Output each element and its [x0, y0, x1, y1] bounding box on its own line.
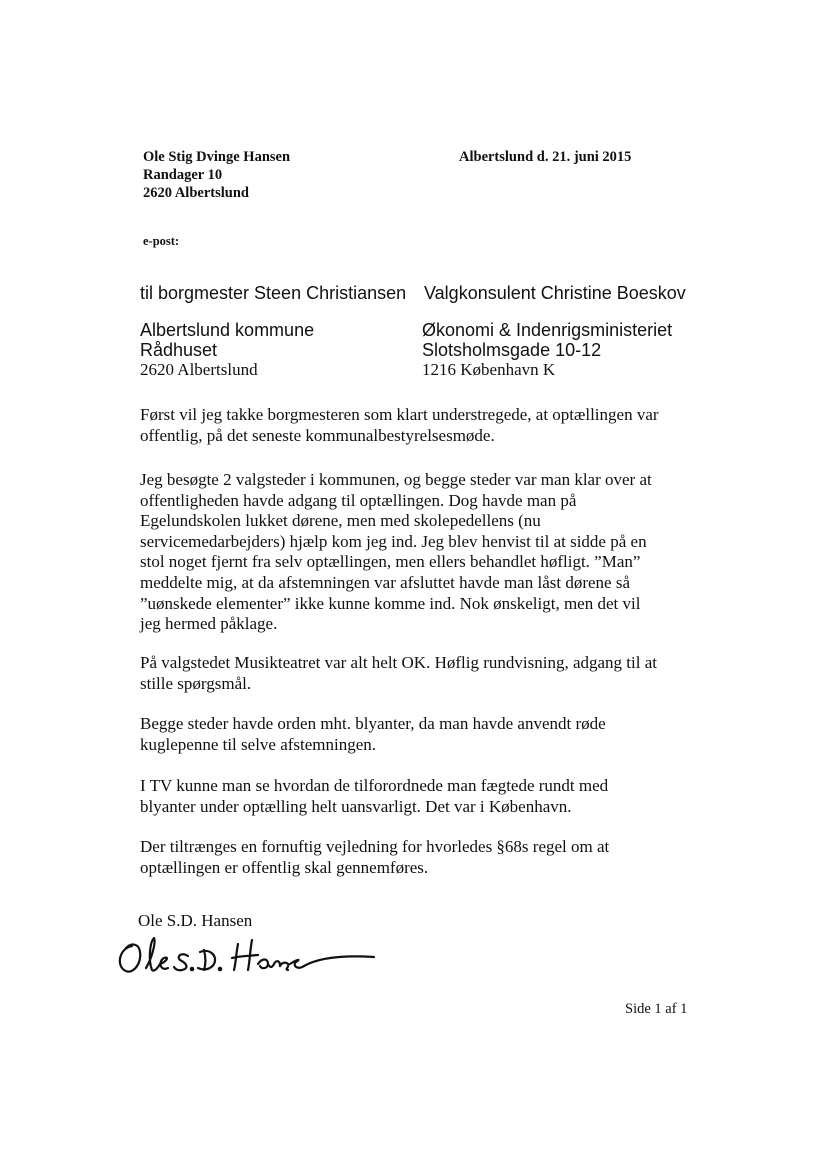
recipient1-line3: 2620 Albertslund	[140, 360, 258, 379]
recipient2-address	[422, 320, 672, 380]
handwritten-signature	[112, 928, 382, 980]
paragraph-line: Jeg besøgte 2 valgsteder i kommunen, og begge steder var man klar over at	[140, 470, 652, 489]
recipient1-line2: Rådhuset	[140, 340, 218, 360]
sender-address	[143, 148, 290, 202]
sender-city: 2620 Albertslund	[143, 185, 249, 201]
paragraph-line: offentligheden havde adgang til optællingen. Dog havde man på	[140, 490, 577, 510]
paragraph-line: stol noget fjernt fra selv optællingen, men ellers behandlet høfligt. ”Man”	[140, 552, 641, 572]
paragraph-line: I TV kunne man se hvordan de tilforordnede man fægtede rundt med	[140, 776, 609, 795]
paragraph-1	[140, 405, 700, 446]
paragraph-6	[140, 837, 700, 878]
paragraph-4	[140, 714, 700, 755]
paragraph-line: stille spørgsmål.	[140, 673, 252, 693]
paragraph-3	[140, 653, 700, 694]
recipient1-address	[140, 320, 314, 380]
paragraph-line: Der tiltrænges en fornuftig vejledning for hvorledes §68s regel om at	[140, 837, 610, 856]
paragraph-line: meddelte mig, at da afstemningen var afsluttet havde man låst dørene så	[140, 572, 630, 592]
recipient2-line3: 1216 København K	[422, 360, 556, 379]
paragraph-line: kuglepenne til selve afstemningen.	[140, 734, 377, 754]
paragraph-line: jeg hermed påklage.	[140, 614, 278, 634]
paragraph-line: Egelundskolen lukket dørene, men med skolepedellens (nu	[140, 511, 541, 531]
recipient2-line1: Økonomi & Indenrigsministeriet	[422, 320, 673, 340]
closing-name: Ole S.D. Hansen	[138, 911, 253, 930]
page-footer: Side 1 af 1	[625, 1001, 688, 1017]
paragraph-line: Begge steder havde orden mht. blyanter, da man havde anvendt røde	[140, 714, 606, 733]
recipient1-line1: Albertslund kommune	[140, 320, 315, 340]
paragraph-line: optællingen er offentlig skal gennemføres.	[140, 857, 429, 877]
signature-text: Ole S.D. Hansen	[112, 928, 119, 929]
email-label: e-post:	[143, 234, 180, 248]
recipient1-title: til borgmester Steen Christiansen	[140, 283, 407, 303]
paragraph-line: ”uønskede elementer” ikke kunne komme ind. Nok ønskeligt, men det vil	[140, 593, 641, 613]
paragraph-line: Først vil jeg takke borgmesteren som klart understregede, at optællingen var	[140, 405, 659, 424]
recipient2-title: Valgkonsulent Christine Boeskov	[424, 283, 686, 303]
paragraph-line: servicemedarbejders) hjælp kom jeg ind. Jeg blev henvist til at sidde på en	[140, 531, 647, 551]
paragraph-2	[140, 470, 700, 635]
date-line: Albertslund d. 21. juni 2015	[459, 149, 632, 165]
recipient2-line2: Slotsholmsgade 10-12	[422, 340, 602, 360]
paragraph-line: På valgstedet Musikteatret var alt helt OK. Høflig rundvisning, adgang til at	[140, 653, 657, 672]
sender-name: Ole Stig Dvinge Hansen	[143, 149, 291, 165]
paragraph-5	[140, 776, 700, 817]
paragraph-line: offentlig, på det seneste kommunalbestyrelsesmøde.	[140, 425, 495, 445]
sender-street: Randager 10	[143, 167, 223, 183]
paragraph-line: blyanter under optælling helt uansvarligt. Det var i København.	[140, 796, 572, 816]
